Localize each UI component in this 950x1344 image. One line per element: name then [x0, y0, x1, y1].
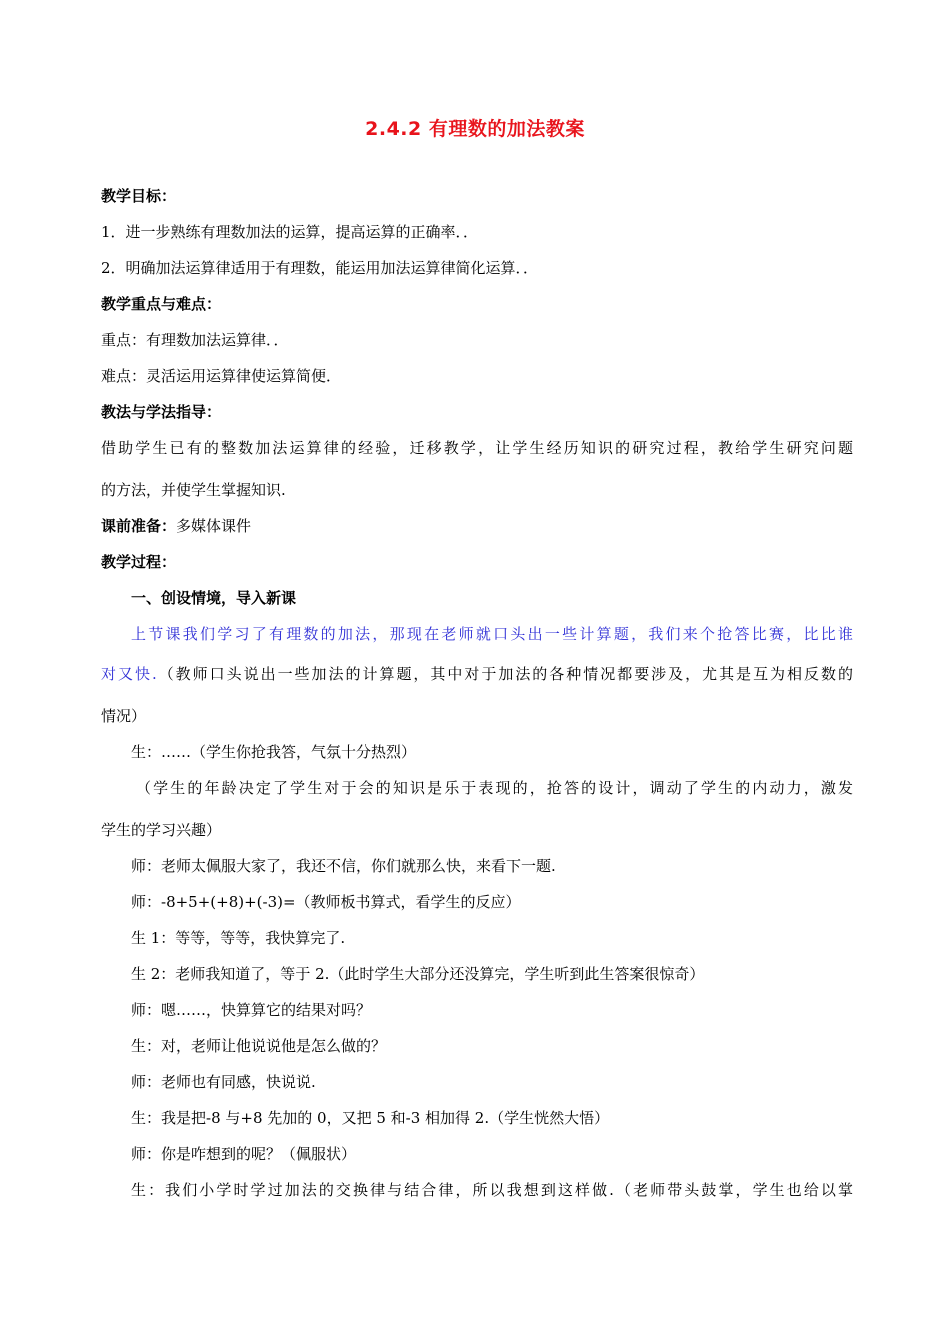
objective-item: 1．进一步熟练有理数加法的运算，提高运算的正确率．． [101, 223, 479, 241]
dialogue-line: 生 1：等等，等等，我快算完了. [131, 929, 346, 947]
preparation-label: 课前准备： [101, 517, 177, 535]
preparation-line [101, 516, 853, 536]
intro-note-text: （教师口头说出一些加法的计算题，其中对于加法的各种情况都要涉及，尤其是互为相反数的 [156, 665, 853, 683]
dialogue-line: （学生的年龄决定了学生对于会的知识是乐于表现的，抢答的设计，调动了学生的内动力，激发 [136, 779, 853, 797]
section-heading: 一、创设情境，导入新课 [131, 589, 297, 607]
intro-paragraph-line [101, 664, 853, 684]
difficulty-point: 难点：灵活运用运算律使运算简便． [101, 367, 342, 385]
objective-item: 2．明确加法运算律适用于有理数，能运用加法运算律简化运算．． [101, 259, 539, 277]
methods-paragraph-line: 借助学生已有的整数加法运算律的经验，迁移教学，让学生经历知识的研究过程，教给学生研究问题 [101, 439, 853, 457]
key-points-heading: 教学重点与难点： [101, 295, 222, 313]
dialogue-line: 师：你是咋想到的呢？（佩服状） [131, 1145, 357, 1163]
intro-highlight-text: 对又快. [101, 665, 157, 683]
dialogue-line: 师：老师也有同感，快说说. [131, 1073, 316, 1091]
dialogue-line: 生：……（学生你抢我答，气氛十分热烈） [131, 743, 417, 761]
dialogue-line: 生：我是把-8 与+8 先加的 0，又把 5 和-3 相加得 2.（学生恍然大悟） [131, 1109, 610, 1127]
dialogue-line: 生：我们小学时学过加法的交换律与结合律，所以我想到这样做.（老师带头鼓掌，学生也给以掌 [131, 1181, 853, 1199]
dialogue-line: 生：对，老师让他说说他是怎么做的？ [131, 1037, 387, 1055]
preparation-value: 多媒体课件 [176, 517, 252, 535]
dialogue-line: 师：-8+5+(+8)+(-3)=（教师板书算式，看学生的反应） [131, 893, 521, 911]
objectives-heading: 教学目标： [101, 187, 177, 205]
dialogue-line: 生 2：老师我知道了，等于 2.（此时学生大部分还没算完，学生听到此生答案很惊奇） [131, 965, 705, 983]
focus-point: 重点：有理数加法运算律．． [101, 331, 289, 349]
dialogue-line: 师：老师太佩服大家了，我还不信，你们就那么快，来看下一题. [131, 857, 556, 875]
intro-paragraph-line: 上节课我们学习了有理数的加法，那现在老师就口头出一些计算题，我们来个抢答比赛，比比谁 [131, 625, 853, 643]
page-title: 2.4.2 有理数的加法教案 [365, 118, 585, 140]
dialogue-line: 学生的学习兴趣） [101, 821, 222, 839]
dialogue-line: 师：嗯……，快算算它的结果对吗？ [131, 1001, 372, 1019]
methods-paragraph-line: 的方法，并使学生掌握知识. [101, 481, 286, 499]
process-heading: 教学过程： [101, 553, 177, 571]
intro-paragraph-line: 情况） [101, 707, 147, 725]
methods-heading: 教法与学法指导： [101, 403, 222, 421]
